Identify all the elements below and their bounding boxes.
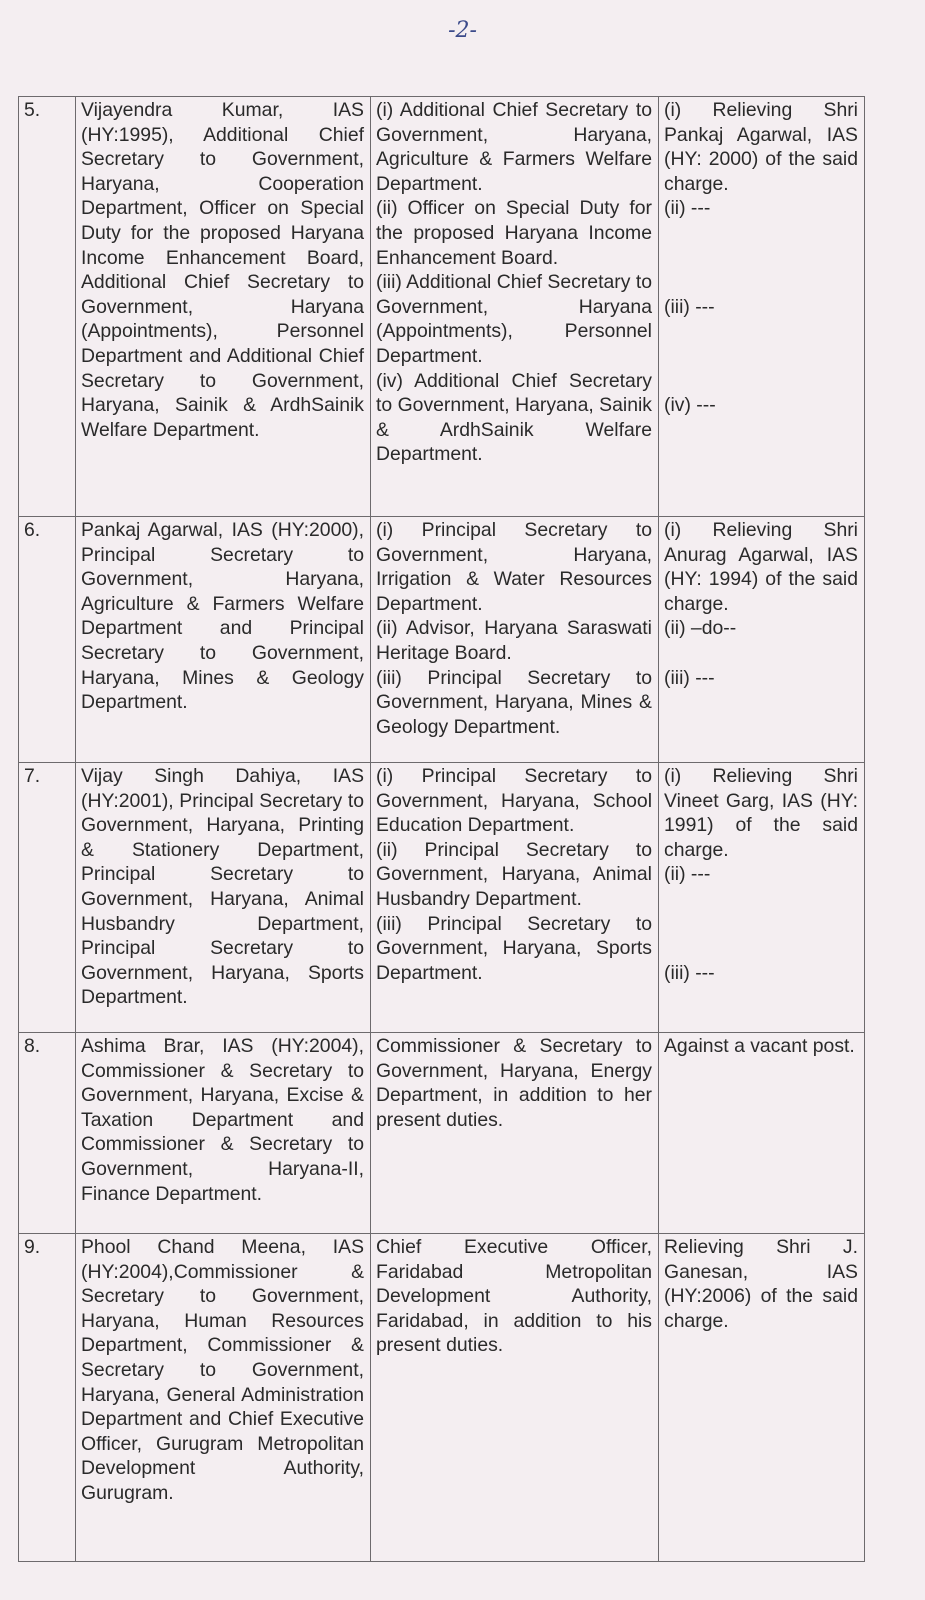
serial-number: 8. bbox=[19, 1033, 76, 1234]
remarks-item: (iv) --- bbox=[664, 394, 716, 417]
table-row bbox=[19, 1234, 865, 1562]
posting-item: (iii) Principal Secretary to Government, Haryana, Mines & Geology Department. bbox=[376, 666, 652, 738]
posting-item: (i) Principal Secretary to Government, Haryana, School Education Department. bbox=[376, 765, 652, 837]
remarks-item: (iii) --- bbox=[664, 295, 715, 318]
remarks-item: Relieving Shri J. Ganesan, IAS (HY:2006) of the said charge. bbox=[664, 1236, 858, 1332]
table-row bbox=[19, 517, 865, 763]
table-row bbox=[19, 763, 865, 1033]
remarks-item: (i) Relieving Shri Anurag Agarwal, IAS (HY: 1994) of the said charge. bbox=[664, 519, 858, 615]
officer-cell bbox=[76, 97, 371, 517]
posting-item: (ii) Officer on Special Duty for the proposed Haryana Income Enhancement Board. bbox=[376, 197, 652, 269]
posting-cell bbox=[371, 1033, 659, 1234]
remarks-item: Against a vacant post. bbox=[664, 1035, 855, 1057]
posting-item: (ii) Advisor, Haryana Saraswati Heritage Board. bbox=[376, 617, 652, 664]
table-row bbox=[19, 97, 865, 517]
posting-item: (ii) Principal Secretary to Government, Haryana, Animal Husbandry Department. bbox=[376, 838, 652, 910]
officer-text: Vijayendra Kumar, IAS (HY:1995), Additional Chief Secretary to Government, Haryana, Cooperation Department, Officer on Special Duty for the proposed Haryana Income Enhancement Board, Additional Chief Secretary to Government, Haryana (Appointments), Personnel Department and Additional Chief Secretary to Government, Haryana, Sainik & ArdhSainik Welfare Department. bbox=[81, 99, 364, 441]
remarks-item: (ii) --- bbox=[664, 197, 711, 220]
serial-number: 6. bbox=[19, 517, 76, 763]
posting-cell bbox=[371, 97, 659, 517]
remarks-item: (iii) --- bbox=[664, 666, 715, 689]
officer-text: Ashima Brar, IAS (HY:2004), Commissioner & Secretary to Government, Haryana, Excise & Taxation Department and Commissioner & Secretary to Government, Haryana-II, Finance Department. bbox=[81, 1035, 364, 1205]
remarks-item: (i) Relieving Shri Vineet Garg, IAS (HY: 1991) of the said charge. bbox=[664, 765, 858, 861]
serial-number: 7. bbox=[19, 763, 76, 1033]
posting-item: (iv) Additional Chief Secretary to Government, Haryana, Sainik & ArdhSainik Welfare Department. bbox=[376, 369, 652, 466]
posting-item: (iii) Principal Secretary to Government, Haryana, Sports Department. bbox=[376, 912, 652, 984]
remarks-item: (i) Relieving Shri Pankaj Agarwal, IAS (HY: 2000) of the said charge. bbox=[664, 99, 858, 195]
officer-cell bbox=[76, 1033, 371, 1234]
transfer-orders-table bbox=[18, 96, 865, 1562]
officer-cell bbox=[76, 1234, 371, 1562]
remarks-item: (ii) --- bbox=[664, 863, 711, 886]
remarks-cell bbox=[659, 517, 865, 763]
posting-cell bbox=[371, 763, 659, 1033]
posting-item: Chief Executive Officer, Faridabad Metropolitan Development Authority, Faridabad, in addition to his present duties. bbox=[376, 1236, 652, 1357]
officer-text: Vijay Singh Dahiya, IAS (HY:2001), Principal Secretary to Government, Haryana, Printing & Stationery Department, Principal Secretary to Government, Haryana, Animal Husbandry Department, Principal Secretary to Government, Haryana, Sports Department. bbox=[81, 765, 364, 1009]
officer-text: Phool Chand Meena, IAS (HY:2004),Commissioner & Secretary to Government, Haryana, Human Resources Department, Commissioner & Secretary to Government, Haryana, General Administration Department and Chief Executive Officer, Gurugram Metropolitan Development Authority, Gurugram. bbox=[81, 1236, 364, 1504]
posting-cell bbox=[371, 1234, 659, 1562]
posting-item: Commissioner & Secretary to Government, Haryana, Energy Department, in addition to her present duties. bbox=[376, 1035, 652, 1131]
officer-text: Pankaj Agarwal, IAS (HY:2000), Principal Secretary to Government, Haryana, Agriculture & Farmers Welfare Department and Principal Secretary to Government, Haryana, Mines & Geology Department. bbox=[81, 519, 364, 714]
posting-item: (i) Principal Secretary to Government, Haryana, Irrigation & Water Resources Department. bbox=[376, 519, 652, 615]
table-row bbox=[19, 1033, 865, 1234]
remarks-item: (ii) –do-- bbox=[664, 617, 737, 640]
page-number: -2- bbox=[448, 18, 477, 43]
remarks-cell bbox=[659, 1234, 865, 1562]
serial-number: 5. bbox=[19, 97, 76, 517]
officer-cell bbox=[76, 517, 371, 763]
remarks-item: (iii) --- bbox=[664, 961, 715, 984]
posting-item: (i) Additional Chief Secretary to Government, Haryana, Agriculture & Farmers Welfare Department. bbox=[376, 99, 652, 195]
posting-item: (iii) Additional Chief Secretary to Government, Haryana (Appointments), Personnel Department. bbox=[376, 271, 652, 367]
serial-number: 9. bbox=[19, 1234, 76, 1562]
posting-cell bbox=[371, 517, 659, 763]
officer-cell bbox=[76, 763, 371, 1033]
remarks-cell bbox=[659, 763, 865, 1033]
remarks-cell bbox=[659, 1033, 865, 1234]
remarks-cell bbox=[659, 97, 865, 517]
